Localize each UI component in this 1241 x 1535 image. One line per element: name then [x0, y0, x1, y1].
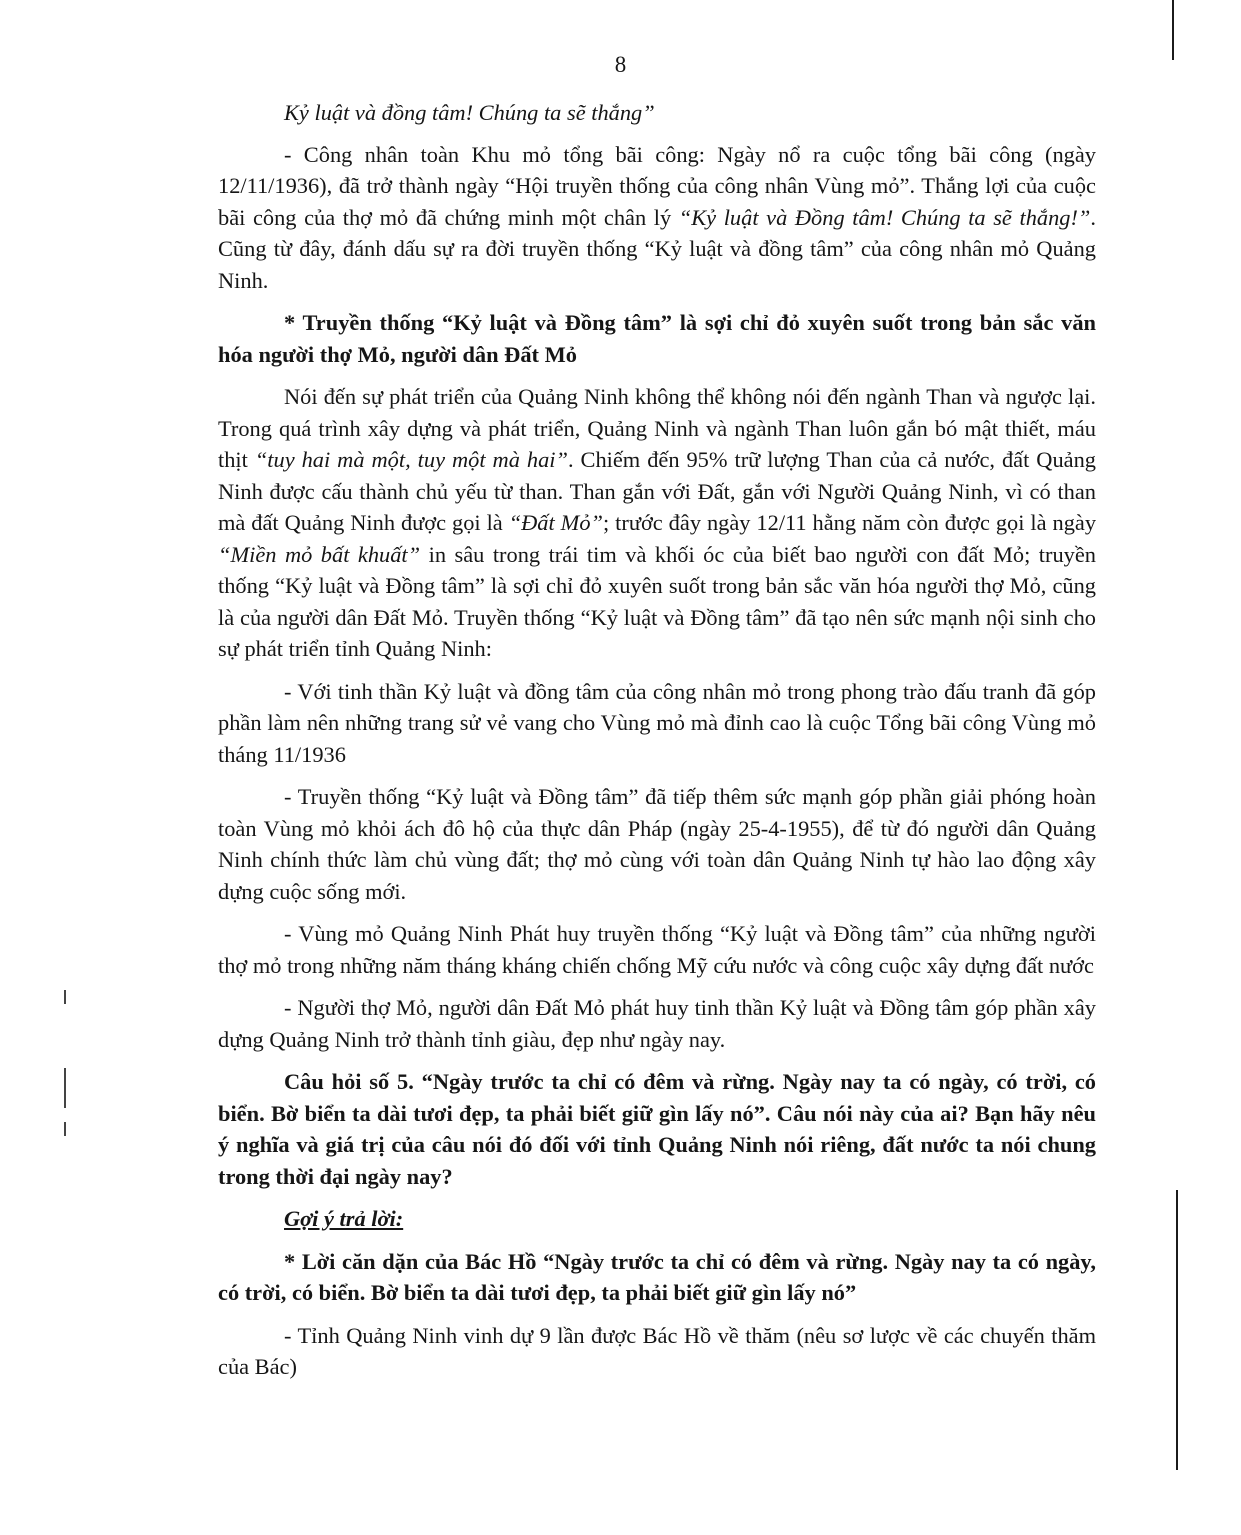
paragraph-text: Kỷ luật và đồng tâm! Chúng ta sẽ thắng” [284, 100, 655, 125]
text-run: - Công nhân toàn Khu mỏ tổng bãi công: Ngày nổ ra cuộc tổng bãi công (ngày 12/11/1936), đã trở thành ngày “Hội truyền thống của công nhân Vùng mỏ”. Thắng lợi của cuộc bãi công của thợ mỏ đã chứng minh một chân lý [218, 141, 1096, 230]
text-run: “Đất Mỏ” [508, 510, 603, 535]
paragraph-text: Câu hỏi số 5. “Ngày trước ta chỉ có đêm và rừng. Ngày nay ta có ngày, có trời, có biển. Bờ biển ta dài tươi đẹp, ta phải biết giữ gìn lấy nó”. Câu nói này của ai? Bạn hãy nêu ý nghĩa và giá trị của câu nói đó đối với tỉnh Quảng Ninh nói riêng, đất nước ta nói chung trong thời đại ngày nay? [218, 1069, 1096, 1189]
paragraph-p9 [218, 1203, 1096, 1235]
text-run: . Chiếm đến 95% trữ lượng Than của cả nước, đất Quảng Ninh được cấu thành chủ yếu từ than. Than gắn với Đất, gắn với Người Quảng Ninh, vì có than mà đất Quảng Ninh được gọi là [218, 447, 1096, 535]
text-run: “tuy hai mà một, tuy một mà hai” [254, 447, 568, 472]
margin-mark [64, 1122, 66, 1136]
text-run: . Cũng từ đây, đánh dấu sự ra đời truyền thống “Kỷ luật và đồng tâm” của công nhân mỏ Quảng Ninh. [218, 204, 1096, 293]
paragraph-text: - Tỉnh Quảng Ninh vinh dự 9 lần được Bác Hồ về thăm (nêu sơ lược về các chuyến thăm của Bác) [218, 1322, 1096, 1379]
text-run: in sâu trong trái tim và khối óc của biết bao người con đất Mỏ; truyền thống “Kỷ luật và Đồng tâm” là sợi chỉ đỏ xuyên suốt trong bản sắc văn hóa người thợ Mỏ, cũng là của người dân Đất Mỏ. Truyền thống “Kỷ luật và Đồng tâm” đã tạo nên sức mạnh nội sinh cho sự phát triển tỉnh Quảng Ninh: [218, 541, 1096, 661]
paragraph-p0 [218, 97, 1096, 129]
paragraph-text: - Người thợ Mỏ, người dân Đất Mỏ phát huy tinh thần Kỷ luật và Đồng tâm góp phần xây dựng Quảng Ninh trở thành tỉnh giàu, đẹp như ngày nay. [218, 995, 1096, 1052]
document-body [218, 97, 1096, 1394]
paragraph-p10 [218, 1246, 1096, 1309]
scan-edge-right [1176, 1190, 1178, 1470]
paragraph-text: Gợi ý trả lời: [284, 1206, 404, 1231]
paragraph-p11 [218, 1320, 1096, 1383]
paragraph-text: - Vùng mỏ Quảng Ninh Phát huy truyền thống “Kỷ luật và Đồng tâm” của những người thợ mỏ trong những năm tháng kháng chiến chống Mỹ cứu nước và công cuộc xây dựng đất nước [218, 921, 1096, 978]
paragraph-text: * Truyền thống “Kỷ luật và Đồng tâm” là sợi chỉ đỏ xuyên suốt trong bản sắc văn hóa người thợ Mỏ, người dân Đất Mỏ [218, 310, 1096, 367]
margin-mark [64, 1068, 66, 1108]
paragraph-p5 [218, 781, 1096, 907]
page-number: 8 [614, 52, 627, 77]
paragraph-p7 [218, 992, 1096, 1055]
paragraph-p3 [218, 381, 1096, 665]
paragraph-text: * Lời căn dặn của Bác Hồ “Ngày trước ta chỉ có đêm và rừng. Ngày nay ta có ngày, có trời, có biển. Bờ biển ta dài tươi đẹp, ta phải biết giữ gìn lấy nó” [218, 1248, 1096, 1305]
scan-edge-top-right [1172, 0, 1174, 60]
paragraph-p2 [218, 307, 1096, 370]
paragraph-p1 [218, 139, 1096, 297]
text-run: “Kỷ luật và Đồng tâm! Chúng ta sẽ thắng!” [678, 204, 1091, 230]
paragraph-text: - Với tinh thần Kỷ luật và đồng tâm của công nhân mỏ trong phong trào đấu tranh đã góp phần làm nên những trang sử vẻ vang cho Vùng mỏ mà đỉnh cao là cuộc Tổng bãi công Vùng mỏ tháng 11/1936 [218, 678, 1096, 767]
text-run: ; trước đây ngày 12/11 hằng năm còn được gọi là ngày [602, 510, 1097, 535]
paragraph-text: - Truyền thống “Kỷ luật và Đồng tâm” đã tiếp thêm sức mạnh góp phần giải phóng hoàn toàn Vùng mỏ khỏi ách đô hộ của thực dân Pháp (ngày 25-4-1955), để từ đó người dân Quảng Ninh chính thức làm chủ vùng đất; thợ mỏ cùng với toàn dân Quảng Ninh tự hào lao động xây dựng cuộc sống mới. [218, 784, 1096, 904]
margin-mark [64, 990, 66, 1004]
paragraph-p6 [218, 918, 1096, 981]
paragraph-p8 [218, 1066, 1096, 1192]
text-run: Nói đến sự phát triển của Quảng Ninh không thể không nói đến ngành Than và ngược lại. Trong quá trình xây dựng và phát triển, Quảng Ninh và ngành Than luôn gắn bó mật thiết, máu thịt [218, 384, 1096, 472]
paragraph-p4 [218, 676, 1096, 771]
text-run: “Miền mỏ bất khuất” [218, 541, 421, 567]
